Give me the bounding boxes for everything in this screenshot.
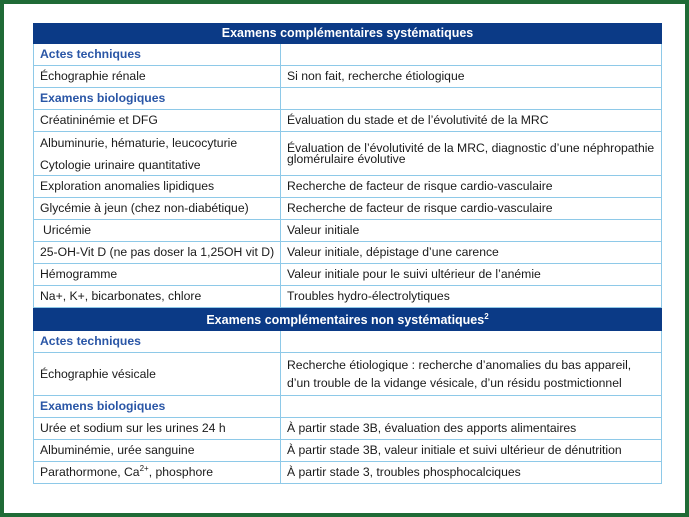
section-title-text: Examens complémentaires non systématiques — [206, 313, 485, 328]
frame-left-border — [0, 0, 4, 517]
frame-right-border — [685, 0, 689, 517]
table-row — [34, 220, 662, 242]
exam-superscript: 2+ — [139, 463, 149, 473]
purpose-cell: Valeur initiale pour le suivi ultérieur de l’anémie — [281, 264, 662, 286]
frame-top-border — [0, 0, 689, 4]
table-row — [34, 353, 662, 396]
purpose-cell: À partir stade 3B, évaluation des apports alimentaires — [281, 418, 662, 440]
table-row — [34, 176, 662, 198]
group-row — [34, 331, 662, 353]
exam-cell: Échographie rénale — [34, 66, 281, 88]
group-row — [34, 88, 662, 110]
exam-text: Parathormone, Ca — [40, 465, 140, 479]
group-label: Actes techniques — [34, 44, 281, 66]
exam-line: Cytologie urinaire quantitative — [40, 157, 201, 172]
exam-cell: Urée et sodium sur les urines 24 h — [34, 418, 281, 440]
table-row — [34, 110, 662, 132]
purpose-cell: Recherche de facteur de risque cardio-vasculaire — [281, 198, 662, 220]
exam-text: , phosphore — [148, 465, 214, 479]
table-row — [34, 264, 662, 286]
table-row — [34, 132, 662, 176]
section-header — [34, 308, 662, 331]
table-row — [34, 198, 662, 220]
exams-table — [33, 23, 662, 484]
exam-line: Albuminurie, hématurie, leucocyturie — [40, 135, 238, 150]
purpose-cell: Recherche de facteur de risque cardio-vasculaire — [281, 176, 662, 198]
section-title — [34, 308, 662, 331]
table-row — [34, 418, 662, 440]
purpose-cell: À partir stade 3B, valeur initiale et suivi ultérieur de dénutrition — [281, 440, 662, 462]
exam-cell: Na+, K+, bicarbonates, chlore — [34, 286, 281, 308]
section-title: Examens complémentaires systématiques — [34, 24, 662, 44]
table-row — [34, 440, 662, 462]
purpose-cell: Troubles hydro-électrolytiques — [281, 286, 662, 308]
exam-cell: Hémogramme — [34, 264, 281, 286]
group-label: Examens biologiques — [34, 88, 281, 110]
purpose-cell: Valeur initiale — [281, 220, 662, 242]
exam-cell: Uricémie — [34, 220, 281, 242]
exam-cell: Échographie vésicale — [34, 353, 281, 396]
purpose-cell: Évaluation du stade et de l’évolutivité de la MRC — [281, 110, 662, 132]
purpose-cell: Si non fait, recherche étiologique — [281, 66, 662, 88]
exam-cell: Glycémie à jeun (chez non-diabétique) — [34, 198, 281, 220]
group-label: Examens biologiques — [34, 396, 281, 418]
exam-cell: Albuminémie, urée sanguine — [34, 440, 281, 462]
purpose-cell: Valeur initiale, dépistage d’une carence — [281, 242, 662, 264]
exam-cell: 25-OH-Vit D (ne pas doser la 1,25OH vit D) — [34, 242, 281, 264]
group-label: Actes techniques — [34, 331, 281, 353]
table-row — [34, 286, 662, 308]
exam-cell: Créatininémie et DFG — [34, 110, 281, 132]
purpose-cell: Recherche étiologique : recherche d’anomalies du bas appareil, d’un trouble de la vidange vésicale, d’un résidu postmictionnel — [281, 353, 662, 396]
section-header — [34, 24, 662, 44]
frame-bottom-border — [0, 513, 689, 517]
group-row — [34, 396, 662, 418]
exam-cell — [34, 132, 281, 176]
purpose-cell: Évaluation de l’évolutivité de la MRC, diagnostic d’une néphropathie glomérulaire évolutive — [281, 132, 662, 176]
group-row — [34, 44, 662, 66]
exam-cell: Exploration anomalies lipidiques — [34, 176, 281, 198]
table-row — [34, 462, 662, 484]
purpose-cell: À partir stade 3, troubles phosphocalciques — [281, 462, 662, 484]
exam-cell — [34, 462, 281, 484]
table-row — [34, 242, 662, 264]
footnote-marker: 2 — [484, 312, 489, 322]
table-row — [34, 66, 662, 88]
